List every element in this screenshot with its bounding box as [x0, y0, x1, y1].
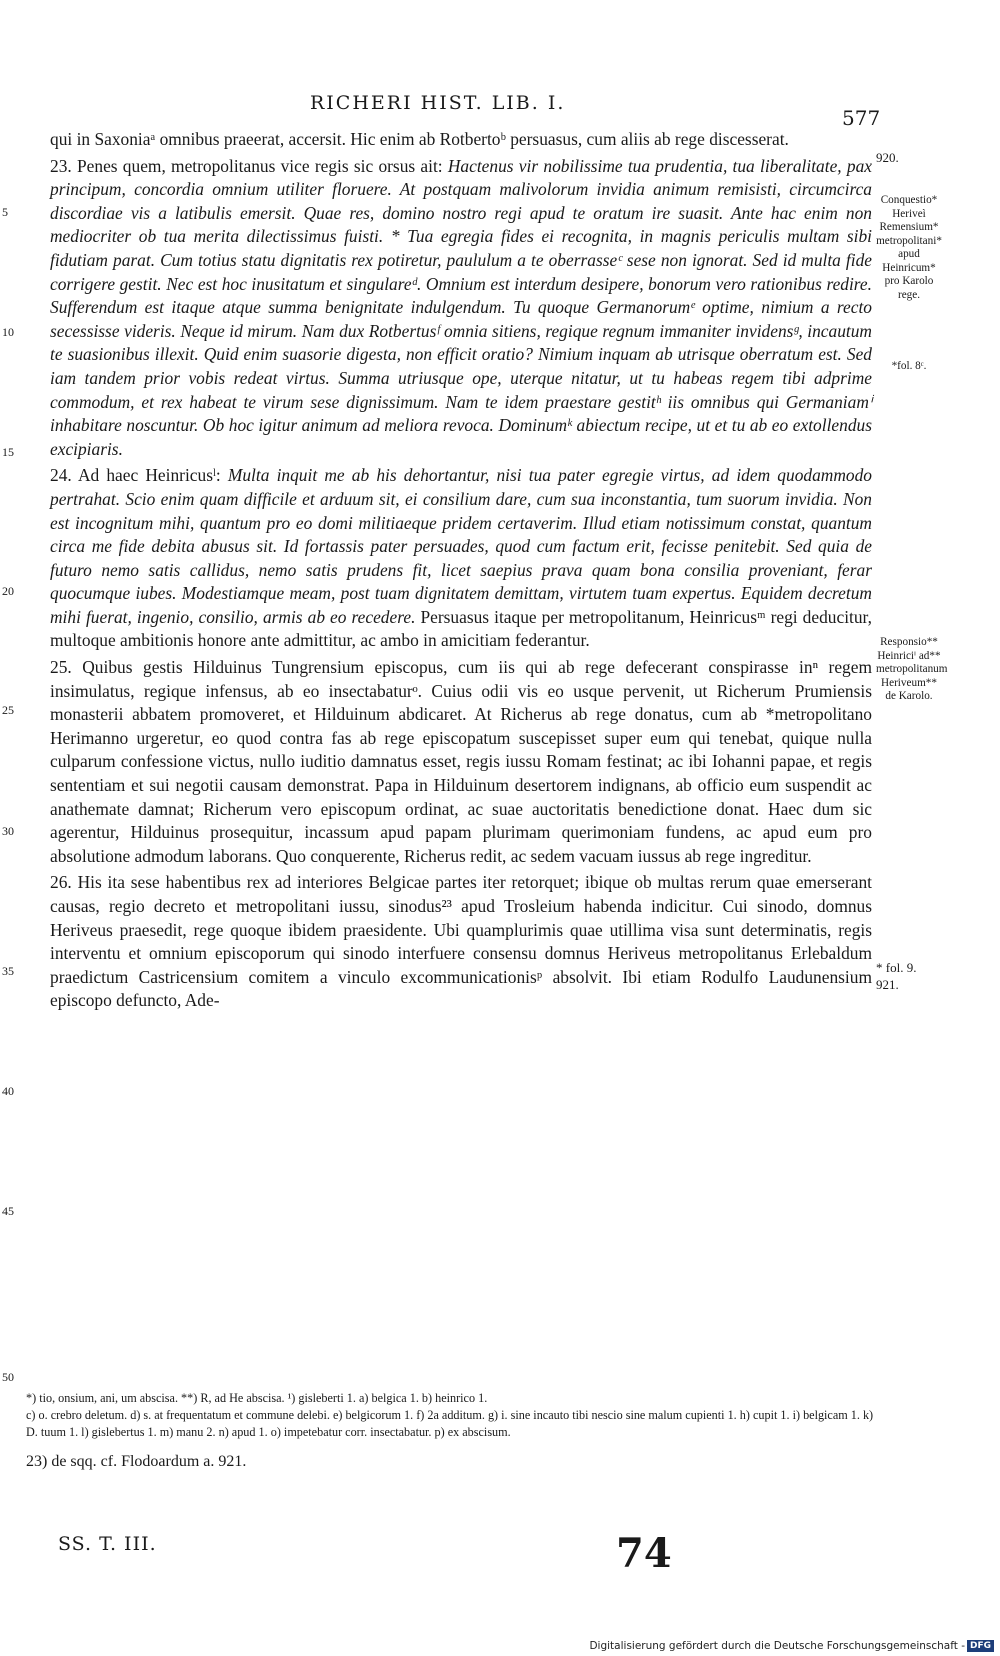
line-number: 20 [2, 584, 14, 598]
line-number: 30 [2, 824, 14, 838]
footnote-23: 23) de sqq. cf. Flodoardum a. 921. [26, 1453, 247, 1470]
line-number: 10 [2, 325, 14, 339]
line-number: 45 [2, 1204, 14, 1218]
footnote-line: c) o. crebro deletum. d) s. at frequentatum et commune delebi. e) belgicorum 1. f) 2a additum. g) i. sine incauto tibi nescio sine malum cupienti 1. h) cupit 1. i) belgicam 1. k) D. tuum 1. l) gislebertus 1. m) manu 2. n) apud 1. o) impetebatur corr. insectabatur. p) ex abscisum. [26, 1408, 874, 1439]
running-title: RICHERI HIST. LIB. I. [310, 92, 566, 114]
footnotes [26, 1390, 876, 1470]
line-number: 15 [2, 445, 14, 459]
margin-folio-9: * fol. 9. [876, 960, 917, 975]
margin-note-conquestio: Conquestio* Heriveì Remensium* metropolitani* apud Heinricum* pro Karolo rege. [876, 194, 942, 301]
paragraph-23 [50, 155, 872, 462]
digitization-credit [589, 1640, 994, 1652]
line-number: 40 [2, 1084, 14, 1098]
paragraph-23-speech: Hactenus vir nobilissime tua prudentia, tua liberalitate, pax principum, concordia omnium utiliter floruere. At postquam malivolorum invidia animum remisisti, circumcirca discordiae vis a latibulis emersit. Quae res, domino nostro regi apud te oratum ire suasit. Ante hac enim non mediocriter ob tua merita dilectissimus fuisti. * Tua egregia fides ei recognita, in magnis periculis multam sibi fidutiam parat. Cum totius statu dignitatis rex potiretur, paululum a te oberrasseᶜ sese non ignorat. Sed id multa fide corrigere gestit. Nec est hoc inusitatum et singulareᵈ. Omnium est interdum desipere, bonorum vero rationibus redire. Sufferendum est itaque atque summa benignitate indulgendum. Tu quoque Germanorumᵉ optime, nimium a recto secessisse videris. Neque id mirum. Nam dux Rotbertusᶠ omnia sitiens, regique regnum immaniter invidensᵍ, incautum te suasionibus illexit. Quid enim suasorie digesta, non efficit oratio? Nimium inquam ab utrisque oberratum est. Sed iam tandem prior vobis redeat virtus. Summa utriusque ope, uterque nitatur, ut tu habeas regem tibi adprime commodum, et rex habeat te virum sese dignissimum. Nam te idem praestare gestitʰ iis omnibus qui Germaniamⁱ inhabitare noscuntur. Ob hoc igitur animum ad meliora revoca. Dominumᵏ abiectum recipe, ut et tu ab eo extollendus excipiaris. [50, 155, 872, 459]
paragraph-22-end: qui in Saxoniaᵃ omnibus praeerat, accersit. Hic enim ab Rotbertoᵇ persuasus, cum aliis ab rege discesserat. [50, 129, 789, 149]
line-number: 25 [2, 703, 14, 717]
margin-year-921: 921. [876, 977, 899, 992]
signature-mark: SS. T. III. [58, 1533, 157, 1555]
credit-text: Digitalisierung gefördert durch die Deutsche Forschungsgemeinschaft - [589, 1640, 965, 1652]
footnote-line: *) tio, onsium, ani, um abscisa. **) R, ad He abscisa. ¹) gisleberti 1. a) belgica 1. b) heinrico 1. [26, 1391, 488, 1405]
paragraph-24-speech: Multa inquit me ab his dehortantur, nisi tua pater egregie virtus, ad idem quodammodo pertrahat. Scio enim quam difficile et arduum sit, ei consilium dare, cum sua inconstantia, tum suorum invidia. Non est incognitum mihi, quantum pro eo domi militiaeque pridem certaverim. Illud etiam notissimum constat, quantum circa me fide debita abusus sit. Id fortassis pater persuades, quod cum factum erit, fecisse penitebit. Sed quia de futuro nemo satis callidus, nemo satis prudens fit, licet saepius prava quam bona consilia proveniant, ferar quocumque iubes. Modestiamque meam, post tuam dignitatem demittam, virtutem tuam expertus. Equidem decretum mihi fuerat, ingenio, consilio, armis ab eo recedere. [50, 465, 872, 627]
paragraph-24 [50, 464, 872, 653]
paragraph-25: 25. Quibus gestis Hilduinus Tungrensium episcopus, cum iis qui ab rege defecerant conspirasse inⁿ regem insimulatus, regique infensus, ab eo insectabaturᵒ. Cuius odii vis eo usque pervenit, ut Richerum Prumiensis monasterii abbatem promoveret, et Hilduinum abdicaret. At Richerus ab rege donatus, cum ab *metropolitano Herimanno urgeretur, eo quod contra fas ab rege episcopatum suscepisset super eum qui tenebat, quique nulla culparum confessione victus, nullo iuditio damnatus esset, regis iussu Romam festinat; ac ibi Iohanni papae, et regis sententiam et sui negotii causam demonstrat. Papa in Hilduinum desertorem indignans, ab officio eum suspendit ac anathemate damnat; Richerum vero episcopum ordinat, ac suae auctoritatis benedictione donat. Haec dum sic agerentur, Hilduinus prosequitur, incassum apud papam plurimam querimoniam fundens, ac apud eum pro absolutione admodum laborans. Quo conquerente, Richerus redit, ac sedem vacuam iussus ab rege ingreditur. [50, 657, 872, 866]
paragraph-26: 26. His ita sese habentibus rex ad interiores Belgicae partes iter retorquet; ibique ob multas rerum quae emerserant causas, regio decreto et metropolitani iussu, sinodus²³ apud Trosleium habenda indicitur. Cui sinodo, domnus Heriveus praesedit, rege quoque ibidem praesidente. Ubi quamplurimis quae utillima visa sunt determinatis, regis interventu et omnium episcoporum qui sinodo interfuere consensu domnus Heriveus metropolitanus Erlebaldum praedictum Castricensium comitem a vinculo excommunicationisᵖ absolvit. Ibi etiam Rodulfo Laudunensium episcopo defuncto, Ade- [50, 872, 872, 1011]
paragraph-23-intro: 23. Penes quem, metropolitanus vice regis sic orsus ait: [50, 155, 448, 176]
main-text [50, 128, 872, 1013]
sheet-number: 74 [616, 1530, 672, 1577]
margin-note-responsio: Responsio** Heinriciⁱ ad** metropolitanum Heriveum** de Karolo. [876, 636, 948, 702]
paragraph-24-intro: 24. Ad haec Heinricusˡ: [50, 465, 228, 486]
line-number: 5 [2, 205, 8, 219]
page-number: 577 [842, 106, 881, 130]
margin-year-920: 920. [876, 150, 899, 165]
margin-folio-8: *fol. 8ᶜ. [891, 360, 927, 372]
line-number: 35 [2, 964, 14, 978]
line-number: 50 [2, 1370, 14, 1384]
paragraph-24-end: Persuasus itaque per metropolitanum, Heinricusᵐ regi deducitur, multoque ambitionis honore ante admittitur, ac ambo in amicitiam federantur. [50, 606, 872, 651]
dfg-logo: DFG [967, 1640, 994, 1652]
